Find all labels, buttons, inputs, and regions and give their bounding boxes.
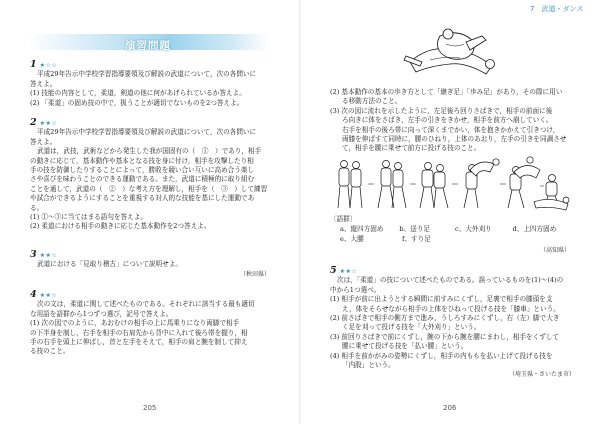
question-number: 2 (30, 117, 37, 128)
question-3 (30, 250, 270, 279)
source-note: （秋田県） (239, 270, 270, 278)
sub-question: (3) 次の図に流れを示したように，左足後ろ回りさばきで，相手の前面に後 (330, 106, 553, 115)
question-4 (30, 290, 270, 357)
word-bank (330, 214, 570, 256)
difficulty-stars: ★☆☆ (39, 62, 58, 69)
word-bank-row (330, 234, 570, 244)
question-text: 武道は，武技，武術などから発生した我が国固有の（ ① ）であり，相手 (37, 147, 262, 156)
question-number: 3 (30, 249, 37, 260)
right-page (300, 0, 600, 424)
sub-question: (1) 相手が前に出ようとする瞬間に前すみにくずし，足裏で相手の膝頭を支 (330, 295, 553, 304)
difficulty-stars: ★★☆ (39, 120, 58, 127)
running-head: 7 武道・ダンス (530, 5, 584, 13)
question-text: 次は，「柔道」の技について述べたものである。誤っているものを(1)〜(4)の (337, 276, 564, 285)
question-text: な用語を語群から1つずつ選び，記号で答えよ。 (30, 309, 173, 318)
question-text: 中から1つ選べ。 (330, 285, 381, 294)
sub-question: (3) 前回りさばきで前にくずし，腕の下から腕を腰にまわし，相手をくずして (330, 332, 560, 341)
question-text: 答えよ。 (30, 79, 57, 88)
word-bank-label: 〔語群〕 (330, 215, 357, 223)
question-text: ことを通して，武道の（ ② ）な考え方を理解し，相手を（ ③ ）して練習 (30, 184, 268, 193)
question-text: 手の右手を頭上に伸ばし，首と左手をそえて，相手の肩と腕を制して抑え (30, 338, 248, 347)
sub-question: (2) 柔道における相手の動きに応じた基本動作を2つ答えよ。 (30, 222, 211, 231)
word-bank-item: c、大外刈り (455, 225, 492, 233)
question-text: る。 (30, 203, 44, 212)
sub-question: (4) 相手を前かがみの姿勢にくずし，相手の内ももを払い上げて投げる技を (330, 351, 553, 360)
word-bank-item: a、縦四方固め (340, 225, 384, 233)
pinning-technique-illustration (400, 22, 510, 82)
question-text: や試合ができるようにすることを重視する対人的な技能を基にした運動であ (30, 194, 255, 203)
question-4-continued (330, 88, 575, 154)
word-bank-item: d、上四方固め (512, 225, 557, 233)
sub-question: (2) 「柔道」の固め技の中で，扱うことが適切でないものを2つ答えよ。 (30, 98, 244, 107)
question-2 (30, 118, 270, 232)
question-text: の下半身を制し，右手を相手の右肩先から背中に入れて後ろ帯を握り，相 (30, 328, 248, 337)
page-number: 206 (443, 404, 457, 412)
sub-question: (1) 次の図でのように，あおむけの相手の上に馬乗りになり両脚で相手 (30, 319, 240, 328)
sub-question: (1) 技能の内容として，柔道，剣道の他に何があげられているか答えよ。 (30, 89, 246, 98)
word-bank-row (330, 224, 570, 234)
question-text: 武道における「見取り稽古」について説明せよ。 (37, 260, 182, 269)
question-text: 平成29年告示中学校学習指導要領及び解説の武道について，次の各問いに (37, 128, 257, 137)
question-text: て，相手を腰に乗せて前方に投げる技のこと。 (342, 144, 481, 153)
sub-question: (2) 前さばきで相手の側方まで進み，うしろすみにくずし，右（左）脚で大き (330, 314, 560, 323)
difficulty-stars: ★★☆ (39, 252, 58, 259)
question-number: 4 (30, 289, 37, 300)
throw-sequence-illustration (330, 156, 570, 212)
word-bank-item: b、送り足 (399, 225, 431, 233)
source-note: （高知県） (539, 247, 570, 254)
question-text: く足を刈って投げる技を「大外刈り」という。 (342, 323, 481, 332)
sub-question: (2) 基本動作の基本の歩き方として「継ぎ足」「歩み足」があり，その際に用い (330, 88, 563, 96)
question-text: ろ向きに体をさばき，左手の引きをきかせ，相手を前方へ崩していく。 (342, 116, 553, 125)
question-text: 右手を相手の後ろ帯に向って深くまでかい，体を抱きかかえて引きつけ， (342, 125, 560, 134)
source-note: （埼玉県・さいたま市） (508, 371, 575, 379)
question-text: え，体をそらせながら相手の上体をひねって投げる技を「膝車」という。 (342, 304, 560, 313)
question-number: 5 (330, 265, 337, 276)
question-text: る技のこと。 (30, 347, 70, 356)
question-text: る移動方法のこと。 (342, 97, 402, 106)
question-text: 両膝を伸ばすて同時に，腰のひねり，上体のあおり，左手の引きを同調させ (342, 135, 567, 144)
difficulty-stars: ★★☆ (339, 268, 358, 275)
word-bank-item: f、すり足 (402, 235, 431, 243)
question-text: 手の技を防御したりすることによって，勝敗を競い合い互いに高め合う楽し (30, 166, 255, 175)
question-text: 平成29年告示中学校学習指導要領及び解説の武道について，次の各問いに (37, 70, 257, 79)
question-5 (330, 266, 575, 380)
question-text: の動きに応じて，基本動作や基本となる技を身に付け，相手を攻撃したり相 (30, 156, 254, 165)
question-number: 1 (30, 59, 37, 70)
question-text: 「内股」という。 (342, 361, 395, 370)
question-text: 腰に乗せて投げる技を「払い腰」という。 (342, 342, 468, 351)
question-text: 答えよ。 (30, 137, 57, 146)
question-text: さや喜びを味わうことのできる運動である。また，武道に積極的に取り組む (30, 175, 255, 184)
sub-question: (1) ①〜③に当てはまる語句を答えよ。 (30, 213, 147, 222)
difficulty-stars: ★★☆ (39, 292, 58, 299)
page-number: 205 (143, 404, 157, 412)
section-banner (28, 34, 268, 50)
question-1 (30, 60, 270, 108)
word-bank-item: e、大腰 (340, 235, 364, 243)
question-text: 次の文は，柔道に関して述べたものである。それぞれに該当する最も適切 (37, 300, 255, 309)
banner-title: 演習問題 (125, 40, 171, 52)
